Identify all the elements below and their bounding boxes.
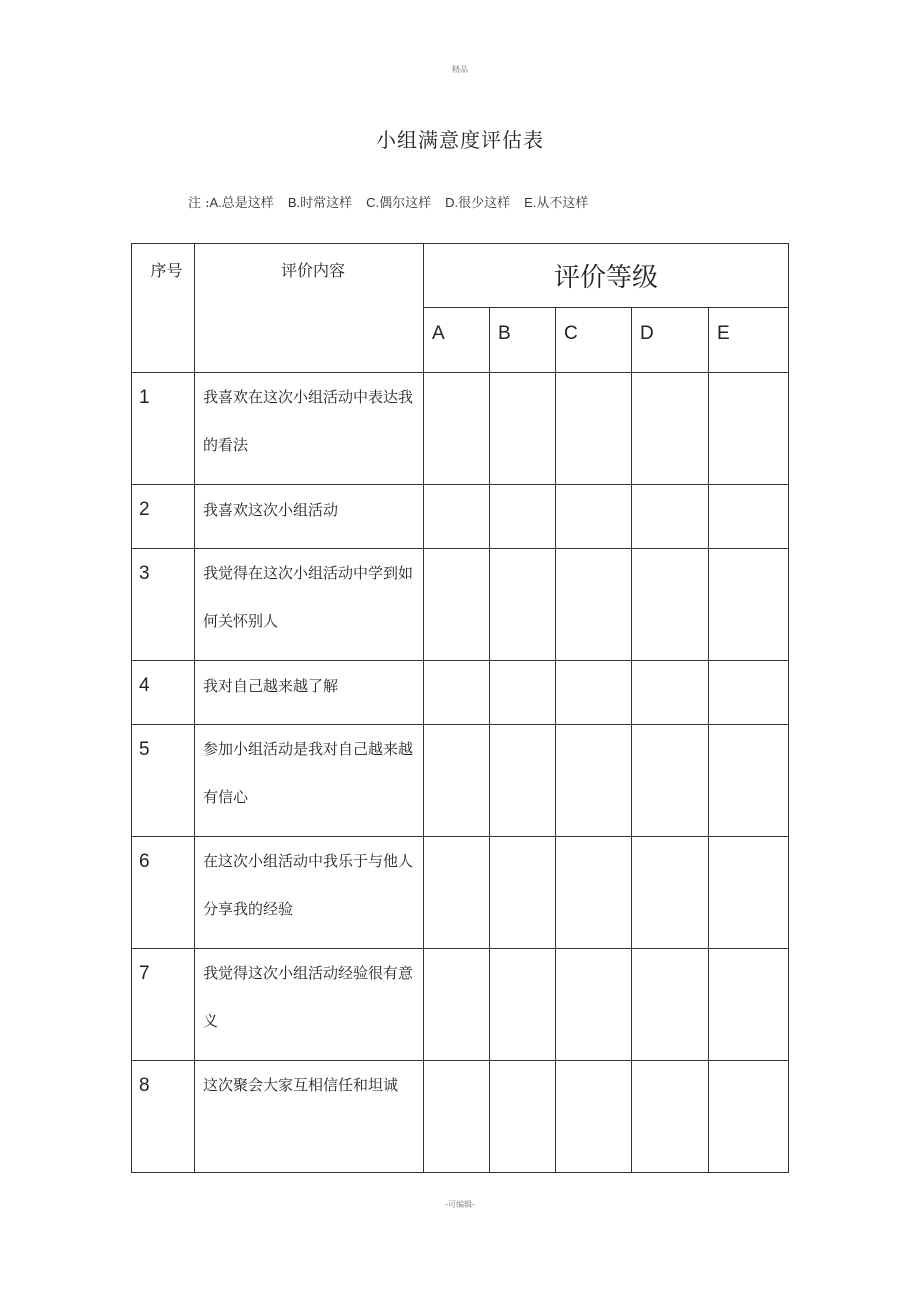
- row-text: 参加小组活动是我对自己越来越有信心: [195, 725, 424, 837]
- rating-cell-c[interactable]: [556, 485, 632, 549]
- rating-cell-d[interactable]: [632, 1061, 709, 1173]
- grade-a: A: [424, 308, 490, 373]
- rating-cell-b[interactable]: [490, 1061, 556, 1173]
- row-text: 我喜欢这次小组活动: [195, 485, 424, 549]
- rating-cell-c[interactable]: [556, 949, 632, 1061]
- rating-cell-b[interactable]: [490, 549, 556, 661]
- rating-cell-e[interactable]: [709, 549, 789, 661]
- rating-cell-b[interactable]: [490, 837, 556, 949]
- rating-cell-a[interactable]: [424, 725, 490, 837]
- note-option-d: D.很少这样: [445, 195, 511, 210]
- rating-cell-a[interactable]: [424, 1061, 490, 1173]
- rating-cell-e[interactable]: [709, 949, 789, 1061]
- header-index: 序号: [132, 244, 195, 373]
- header-mark: 精品: [452, 65, 468, 74]
- note-option-c: C.偶尔这样: [366, 195, 432, 210]
- rating-cell-e[interactable]: [709, 373, 789, 485]
- rating-cell-e[interactable]: [709, 661, 789, 725]
- rating-cell-b[interactable]: [490, 661, 556, 725]
- table-row: [132, 949, 789, 1061]
- rating-cell-c[interactable]: [556, 1061, 632, 1173]
- rating-cell-c[interactable]: [556, 549, 632, 661]
- grading-note: [188, 192, 602, 211]
- table-row: [132, 549, 789, 661]
- row-text: 我觉得这次小组活动经验很有意义: [195, 949, 424, 1061]
- rating-cell-e[interactable]: [709, 485, 789, 549]
- grade-e: E: [709, 308, 789, 373]
- row-number: 8: [132, 1061, 195, 1173]
- rating-cell-b[interactable]: [490, 373, 556, 485]
- note-prefix: 注 :: [188, 196, 210, 211]
- header-row: [132, 244, 789, 308]
- row-text: 在这次小组活动中我乐于与他人分享我的经验: [195, 837, 424, 949]
- rating-cell-b[interactable]: [490, 485, 556, 549]
- table-row: [132, 661, 789, 725]
- grade-c: C: [556, 308, 632, 373]
- row-text: 我对自己越来越了解: [195, 661, 424, 725]
- rating-cell-c[interactable]: [556, 837, 632, 949]
- page-title: 小组满意度评估表: [376, 128, 544, 152]
- row-number: 5: [132, 725, 195, 837]
- row-text: 我喜欢在这次小组活动中表达我的看法: [195, 373, 424, 485]
- table-row: [132, 485, 789, 549]
- rating-cell-a[interactable]: [424, 549, 490, 661]
- rating-cell-d[interactable]: [632, 661, 709, 725]
- row-number: 7: [132, 949, 195, 1061]
- note-option-e: E.从不这样: [524, 195, 589, 210]
- rating-cell-c[interactable]: [556, 661, 632, 725]
- rating-cell-d[interactable]: [632, 725, 709, 837]
- rating-cell-b[interactable]: [490, 949, 556, 1061]
- rating-cell-a[interactable]: [424, 373, 490, 485]
- rating-cell-d[interactable]: [632, 949, 709, 1061]
- rating-cell-d[interactable]: [632, 549, 709, 661]
- rating-cell-e[interactable]: [709, 1061, 789, 1173]
- table-row: [132, 1061, 789, 1173]
- row-number: 2: [132, 485, 195, 549]
- note-option-a: A.总是这样: [209, 195, 274, 210]
- rating-cell-d[interactable]: [632, 837, 709, 949]
- rating-cell-d[interactable]: [632, 485, 709, 549]
- row-number: 6: [132, 837, 195, 949]
- header-grade: 评价等级: [424, 244, 789, 308]
- note-option-b: B.时常这样: [287, 195, 353, 210]
- rating-cell-a[interactable]: [424, 837, 490, 949]
- rating-cell-c[interactable]: [556, 725, 632, 837]
- rating-cell-e[interactable]: [709, 837, 789, 949]
- row-text: 这次聚会大家互相信任和坦诚: [195, 1061, 424, 1173]
- rating-cell-b[interactable]: [490, 725, 556, 837]
- rating-cell-a[interactable]: [424, 661, 490, 725]
- row-number: 4: [132, 661, 195, 725]
- grade-b: B: [490, 308, 556, 373]
- grade-d: D: [632, 308, 709, 373]
- table-row: [132, 725, 789, 837]
- table-row: [132, 837, 789, 949]
- row-number: 3: [132, 549, 195, 661]
- rating-cell-a[interactable]: [424, 485, 490, 549]
- rating-cell-e[interactable]: [709, 725, 789, 837]
- rating-cell-a[interactable]: [424, 949, 490, 1061]
- footer-mark: -可编辑-: [445, 1200, 475, 1209]
- row-number: 1: [132, 373, 195, 485]
- row-text: 我觉得在这次小组活动中学到如何关怀别人: [195, 549, 424, 661]
- table-row: [132, 373, 789, 485]
- header-content: 评价内容: [195, 244, 424, 373]
- rating-cell-d[interactable]: [632, 373, 709, 485]
- evaluation-table: [131, 243, 789, 1173]
- rating-cell-c[interactable]: [556, 373, 632, 485]
